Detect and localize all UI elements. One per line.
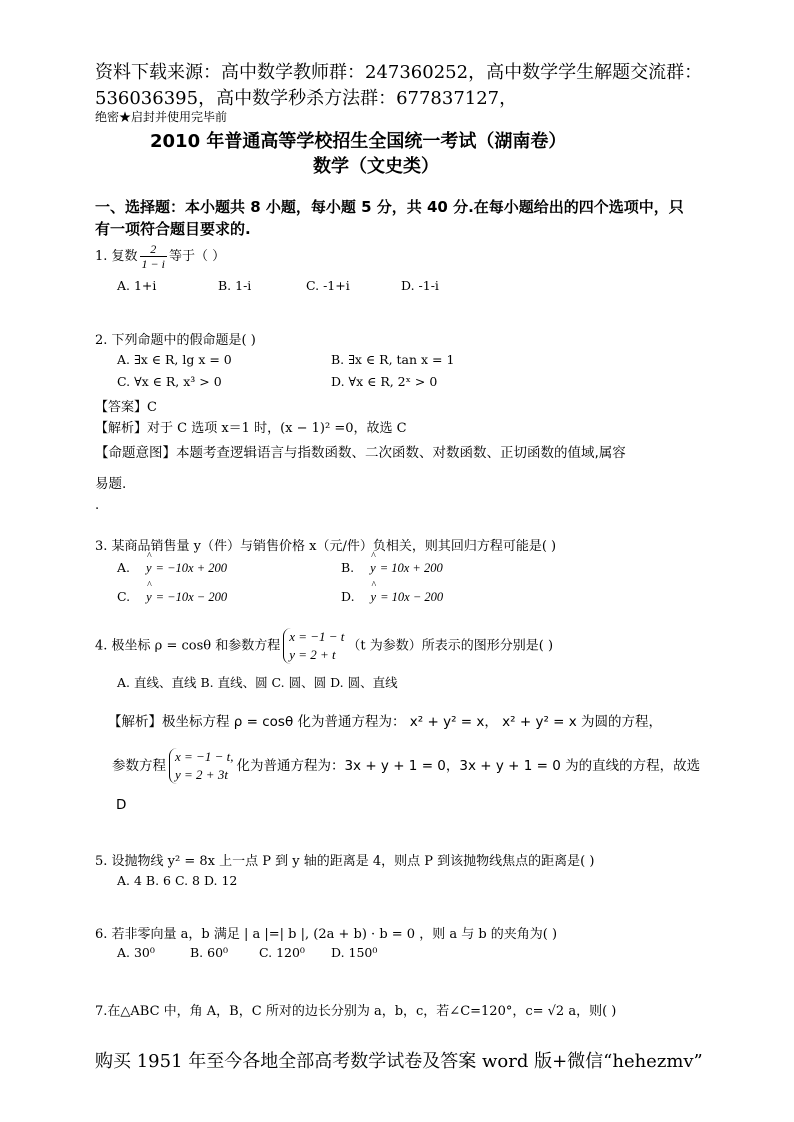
question-5-options: A. 4 B. 6 C. 8 D. 12 <box>117 873 238 888</box>
footer-advert: 购买 1951 年至今各地全部高考数学试卷及答案 word 版+微信“hehezmv” <box>95 1051 703 1072</box>
question-2-stem: 2. 下列命题中的假命题是( ) <box>95 333 256 348</box>
system-eq-1: x = −1 − t <box>289 629 345 644</box>
secret-notice: 绝密★启封并使用完毕前 <box>95 110 228 124</box>
option-label: C. <box>117 589 131 604</box>
section-heading-line-2: 有一项符合题目要求的. <box>95 220 251 238</box>
option-label: B. <box>341 560 355 575</box>
fraction-numerator: 2 <box>140 242 167 257</box>
question-4-suffix: （t 为参数）所表示的图形分别是( ) <box>347 638 554 654</box>
question-2-analysis: 【解析】对于 C 选项 x＝1 时，(x − 1)² =0，故选 C <box>95 421 407 436</box>
question-1-fraction <box>140 242 167 271</box>
system-eq-2: y = 2 + 3t <box>175 767 228 782</box>
header-line-2: 536036395，高中数学秒杀方法群：677837127， <box>95 88 518 109</box>
exam-title: 2010 年普通高等学校招生全国统一考试（湖南卷） <box>150 131 567 152</box>
question-1-suffix: 等于（ ） <box>168 249 226 264</box>
question-7-stem: 7.在△ABC 中，角 A，B，C 所对的边长分别为 a，b，c，若∠C=120°，c= √2 a，则( ) <box>95 1004 617 1019</box>
option-expression: = 10x + 200 <box>379 561 443 575</box>
question-1-stem <box>95 242 225 271</box>
question-2-answer: 【答案】C <box>95 400 157 415</box>
y-hat: ^ y <box>371 590 377 605</box>
exam-subtitle: 数学（文史类） <box>313 156 439 177</box>
question-2-intent-line-2: 易题. <box>95 476 127 492</box>
question-6-option-d: D. 150⁰ <box>331 945 378 960</box>
system-eq-2: y = 2 + t <box>289 647 336 662</box>
option-expression: = 10x − 200 <box>380 590 444 604</box>
question-6-stem: 6. 若非零向量 a，b 满足 | a |=| b |, (2a + b) · b = 0 ，则 a 与 b 的夹角为( ) <box>95 927 558 942</box>
y-hat: ^ y <box>146 561 152 576</box>
question-3-option-c <box>117 589 227 605</box>
header-line-1: 资料下载来源：高中数学教师群：247360252，高中数学学生解题交流群： <box>95 62 703 83</box>
question-2-intent-line-1: 【命题意图】本题考查逻辑语言与指数函数、二次函数、对数函数、正切函数的值域,属容 <box>95 445 626 461</box>
question-4-options: A. 直线、直线 B. 直线、圆 C. 圆、圆 D. 圆、直线 <box>117 675 398 690</box>
question-2-option-d: D. ∀x ∈ R, 2ˣ > 0 <box>331 374 438 389</box>
question-4-analysis-line-1: 【解析】极坐标方程 ρ = cosθ 化为普通方程为： x² + y² = x， x² + y² = x 为圆的方程， <box>108 714 663 730</box>
question-2-option-b: B. ∃x ∈ R, tan x = 1 <box>331 352 455 367</box>
stray-dot: . <box>95 498 100 513</box>
question-2-option-c: C. ∀x ∈ R, x³ > 0 <box>117 374 222 389</box>
question-1-prefix: 1. 复数 <box>95 249 138 264</box>
question-6-option-a: A. 30⁰ <box>117 945 155 960</box>
question-1-option-c: C. -1+i <box>306 278 350 293</box>
question-3-option-a <box>117 560 227 576</box>
option-label: D. <box>341 589 355 604</box>
analysis-suffix: 化为普通方程为：3x + y + 1 = 0，3x + y + 1 = 0 为的直线的方程，故选 <box>236 758 701 774</box>
question-4-stem <box>95 628 553 664</box>
section-heading-line-1: 一、选择题：本小题共 8 小题，每小题 5 分，共 40 分.在每小题给出的四个选项中，只 <box>95 198 684 216</box>
option-label: A. <box>117 560 131 575</box>
y-hat: ^ y <box>370 561 376 576</box>
question-6-option-b: B. 60⁰ <box>190 945 229 960</box>
question-1-option-a: A. 1+i <box>117 278 157 293</box>
question-1-option-d: D. -1-i <box>401 278 439 293</box>
question-3-stem: 3. 某商品销售量 y（件）与销售价格 x（元/件）负相关，则其回归方程可能是( ) <box>95 539 557 554</box>
parametric-system <box>283 628 344 664</box>
question-5-stem: 5. 设抛物线 y² = 8x 上一点 P 到 y 轴的距离是 4，则点 P 到该抛物线焦点的距离是( ) <box>95 854 595 869</box>
parametric-system-2 <box>169 748 233 784</box>
question-2-option-a: A. ∃x ∈ R, lg x = 0 <box>117 352 232 367</box>
question-4-prefix: 4. 极坐标 ρ = cosθ 和参数方程 <box>95 638 281 654</box>
question-1-option-b: B. 1-i <box>218 278 252 293</box>
y-hat: ^ y <box>146 590 152 605</box>
question-4-analysis-line-2 <box>112 748 700 784</box>
question-3-option-d <box>341 589 443 605</box>
question-3-option-b <box>341 560 443 576</box>
option-expression: = −10x + 200 <box>155 561 228 575</box>
system-eq-1: x = −1 − t, <box>175 749 234 764</box>
fraction-denominator: 1 − i <box>141 257 165 271</box>
question-6-option-c: C. 120⁰ <box>259 945 305 960</box>
question-4-analysis-line-3: D <box>116 797 127 813</box>
option-expression: = −10x − 200 <box>155 590 228 604</box>
analysis-prefix: 参数方程 <box>112 758 166 774</box>
